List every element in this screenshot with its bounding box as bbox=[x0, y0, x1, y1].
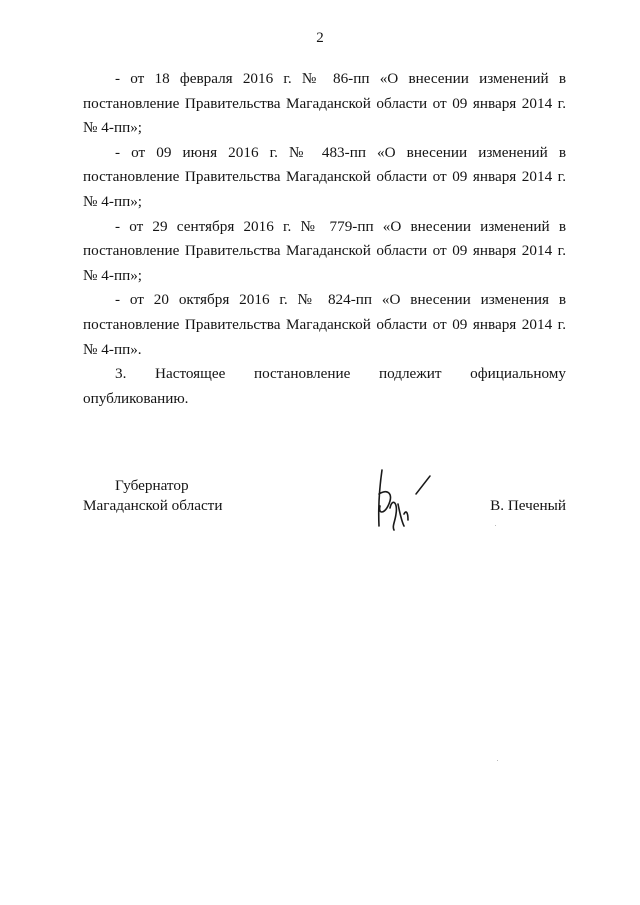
paragraph-amendment-sep-2016: - от 29 сентября 2016 г. № 779-пп «О внесении изменений в постановление Правительства Магаданской области от 09 января 2014 г. № 4-пп»; bbox=[83, 217, 566, 284]
paragraph-amendment-oct-2016: - от 20 октября 2016 г. № 824-пп «О внесении изменения в постановление Правительства Магаданской области от 09 января 2014 г. № 4-пп». bbox=[83, 291, 566, 358]
document-body bbox=[83, 67, 566, 411]
signatory-title-line2: Магаданской области bbox=[83, 497, 223, 514]
scan-speck bbox=[497, 760, 498, 761]
paragraph-publication-clause: 3. Настоящее постановление подлежит официальному опубликованию. bbox=[83, 365, 566, 407]
handwritten-signature bbox=[368, 464, 438, 536]
signatory-title-line1: Губернатор bbox=[115, 477, 189, 494]
paragraph-amendment-feb-2016: - от 18 февраля 2016 г. № 86-пп «О внесении изменений в постановление Правительства Магаданской области от 09 января 2014 г. № 4-пп»; bbox=[83, 70, 566, 137]
signatory-name: В. Печеный bbox=[490, 497, 566, 514]
page-number: 2 bbox=[316, 30, 324, 46]
signature-block bbox=[83, 476, 566, 556]
paragraph-amendment-jun-2016: - от 09 июня 2016 г. № 483-пп «О внесении изменений в постановление Правительства Магаданской области от 09 января 2014 г. № 4-пп»; bbox=[83, 143, 566, 210]
scan-speck bbox=[495, 525, 496, 526]
signatory-title bbox=[83, 476, 222, 516]
